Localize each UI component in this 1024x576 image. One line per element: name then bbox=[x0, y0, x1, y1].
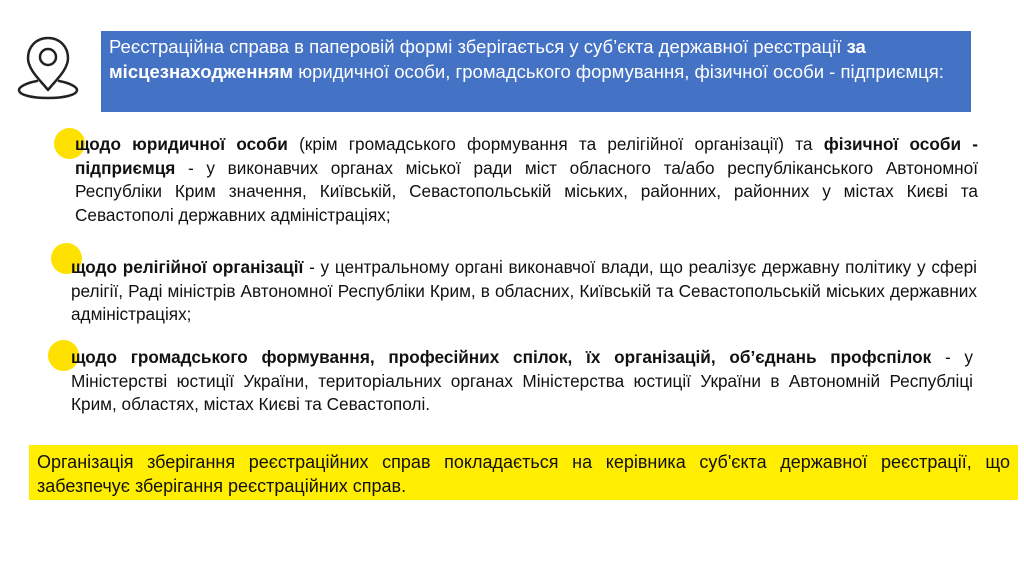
item-text: - у центральному органі виконавчої влади, що реалізує державну політику у сфері релігії, Раді міністрів Автономної Республіки Крим, в обласних, Київській та Севастопольській міських державних адміністраціях; bbox=[71, 257, 977, 324]
header-text-part2: юридичної особи, громадського формування, фізичної особи - підприємця: bbox=[293, 61, 944, 82]
item-bold-text: фізичної особи - підприємця bbox=[75, 134, 978, 178]
header-text-part1: Реєстраційна справа в паперовій формі зберігається у суб’єкта державної реєстрації bbox=[109, 36, 847, 57]
item-bold-text: щодо релігійної організації bbox=[71, 257, 304, 277]
item-text: (крім громадського формування та релігійної організації) та bbox=[287, 134, 824, 154]
list-item bbox=[71, 346, 973, 417]
footer-text: Організація зберігання реєстраційних справ покладається на керівника суб'єкта державної реєстрації, що забезпечує зберігання реєстраційних справ. bbox=[37, 452, 1010, 496]
footer-note bbox=[29, 445, 1018, 500]
header-box bbox=[101, 31, 971, 112]
item-bold-text: щодо юридичної особи bbox=[75, 134, 288, 154]
header-text-bold: за місцезнаходженням bbox=[109, 36, 866, 82]
list-item bbox=[75, 133, 978, 227]
location-pin-icon bbox=[16, 34, 80, 100]
item-text: - у виконавчих органах міської ради міст обласного та/або республіканського Автономної Республіки Крим значення, Київській, Севастопольській міських, районних, районних у містах Києві та Севастополі державних адміністраціях; bbox=[75, 157, 978, 225]
item-text: - у Міністерстві юстиції України, територіальних органах Міністерства юстиції України в Автономній Республіці Крим, областях, містах Києві та Севастополі. bbox=[71, 347, 973, 414]
item-bold-text: щодо громадського формування, професійних спілок, їх організацій, об’єднань профспілок bbox=[71, 347, 932, 367]
list-item bbox=[71, 256, 977, 327]
